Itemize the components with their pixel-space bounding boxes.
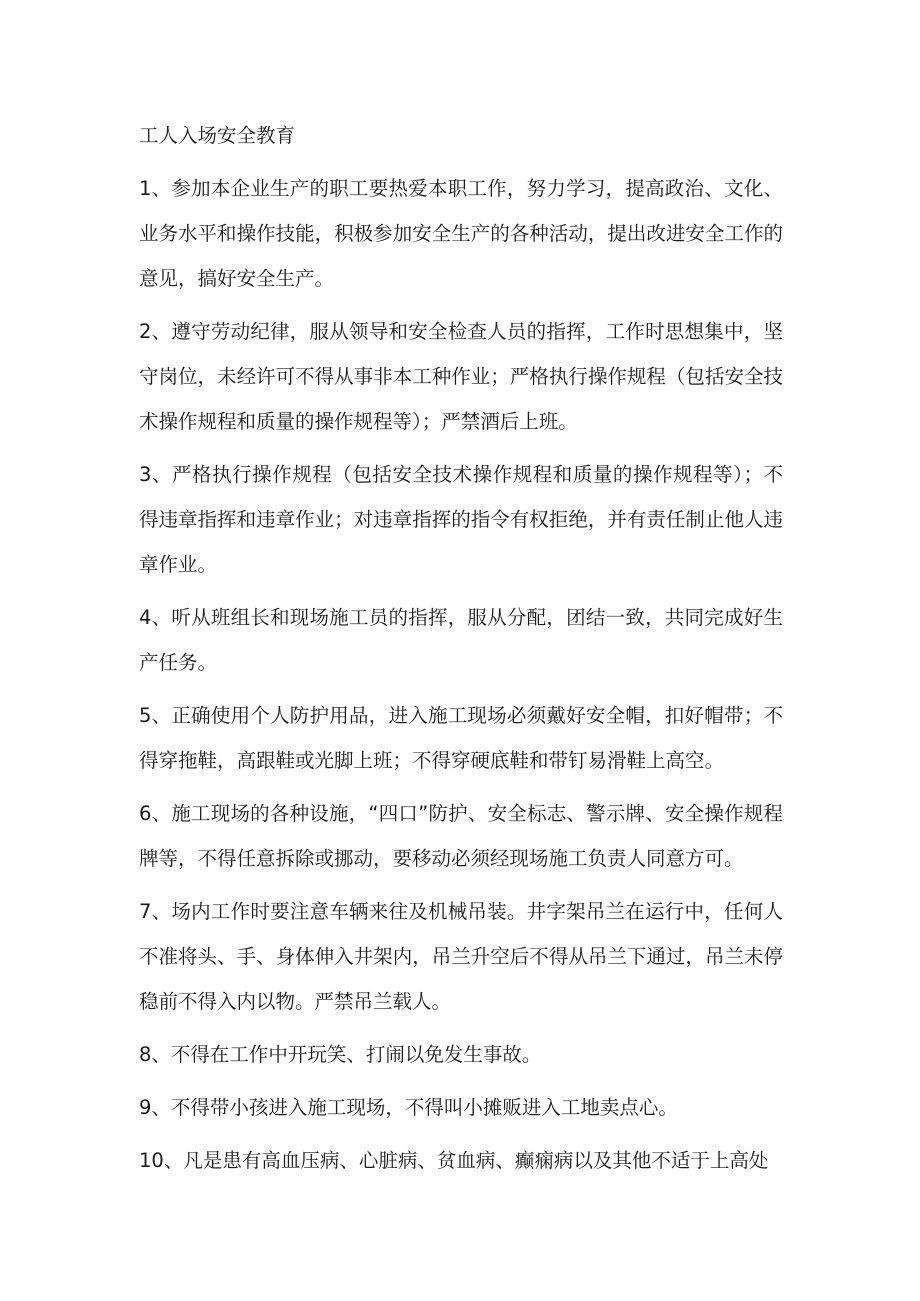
rule-item: 5、正确使用个人防护用品，进入施工现场必须戴好安全帽，扣好帽带；不得穿拖鞋，高跟鞋或光脚上班；不得穿硬底鞋和带钉易滑鞋上高空。: [139, 704, 783, 772]
rule-item: 1、参加本企业生产的职工要热爱本职工作，努力学习，提高政治、文化、业务水平和操作技能，积极参加安全生产的各种活动，提出改进安全工作的意见，搞好安全生产。: [139, 177, 783, 290]
rule-item: 4、听从班组长和现场施工员的指挥，服从分配，团结一致，共同完成好生产任务。: [139, 606, 783, 674]
rule-item: 6、施工现场的各种设施，“四口”防护、安全标志、警示牌、安全操作规程牌等，不得任意拆除或挪动，要移动必须经现场施工负责人同意方可。: [139, 802, 783, 870]
document-title: 工人入场安全教育: [139, 124, 296, 147]
rule-item: 8、不得在工作中开玩笑、打闹以免发生事故。: [139, 1043, 542, 1066]
rule-item: 10、凡是患有高血压病、心脏病、贫血病、癫痫病以及其他不适于上高处: [139, 1149, 769, 1172]
rule-item: 7、场内工作时要注意车辆来往及机械吊装。井字架吊兰在运行中，任何人不准将头、手、身体伸入井架内，吊兰升空后不得从吊兰下通过，吊兰未停稳前不得入内以物。严禁吊兰载人。: [139, 900, 783, 1013]
rule-item: 9、不得带小孩进入施工现场，不得叫小摊贩进入工地卖点心。: [139, 1096, 678, 1119]
rule-item: 2、遵守劳动纪律，服从领导和安全检查人员的指挥，工作时思想集中，坚守岗位，未经许可不得从事非本工种作业；严格执行操作规程（包括安全技术操作规程和质量的操作规程等）；严禁酒后上班。: [139, 320, 783, 433]
document-body: [139, 113, 783, 1191]
rule-item: 3、严格执行操作规程（包括安全技术操作规程和质量的操作规程等）；不得违章指挥和违章作业；对违章指挥的指令有权拒绝，并有责任制止他人违章作业。: [139, 463, 783, 576]
